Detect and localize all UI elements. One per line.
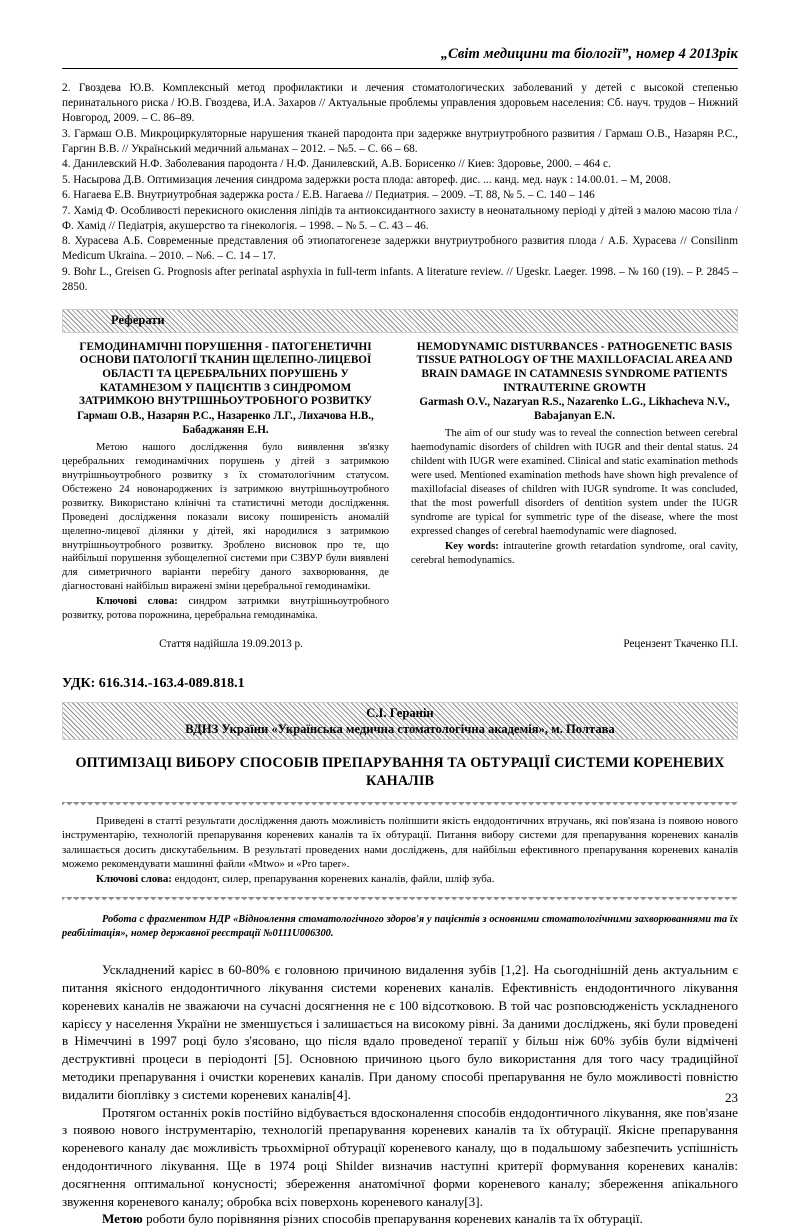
reference-item: 7. Хамід Ф. Особливості перекисного окислення ліпідів та антиоксидантного захисту в неонатальному періоді у дітей з малою масою тіла / Ф. Хамід // Педіатрія, акушерство та гінекологія. – 1998. – № 5. – С. 43 – 46. <box>62 204 738 232</box>
abstracts-section-banner <box>62 309 738 333</box>
article-affiliation: ВДНЗ України «Українська медична стоматологічна академія», м. Полтава <box>185 722 615 737</box>
article-keywords-label: Ключові слова: <box>96 872 172 885</box>
ndr-note-text: Робота с фрагментом НДР «Відновлення стоматологічного здоров'я у пацієнтів з основними стоматологічними захворюваннями та їх реабілітація», номер державної реєстрації №0111U006300. <box>62 914 738 940</box>
body-paragraph: Ускладнений карієс в 60-80% є головною причиною видалення зубів [1,2]. На сьогоднішній день актуальним є питання якісного ендодонтичного лікування системи кореневих каналів. Ефективність ендодонтичного лікування кореневих каналів не зважаючи на сучасні досягнення не є 100 відсотковою. В той час розповсюдженість ускладненого карієсу у населення України не зменшується і залишається на високому рівні. За даними досліджень, які були проведені в Німеччині в 1997 році було з'ясовано, що після вдало проведеної терапії у більш ніж 60% зубів були відмічені деструктивні процеси в періодонті [5]. Основною причиною цього було використання для того часу традиційної методики препарування і очистки кореневих каналів. При даному способі препарування не було можливості повністю видалити біоплівку з системи кореневих каналів[4]. <box>62 962 738 1102</box>
abstract-uk-authors: Гармаш О.В., Назарян Р.С., Назаренко Л.Г., Лихачова Н.В., Бабаджанян Е.Н. <box>77 410 374 436</box>
reference-item: 6. Нагаева Е.В. Внутриутробная задержка роста / Е.В. Нагаева // Педиатрия. – 2009. –Т. 88, № 5. – С. 140 – 146 <box>62 189 595 202</box>
abstract-columns <box>62 341 738 624</box>
reference-item: 3. Гармаш О.В. Микроциркуляторные нарушения тканей пародонта при задержке внутриутробного развития / Гармаш О.В., Назарян Р.С., Гаргин В.В. // Український медичний альманах – 2012. – №5. – С. 66 – 68. <box>62 127 738 155</box>
article-title: ОПТИМІЗАЦІ ВИБОРУ СПОСОБІВ ПРЕПАРУВАННЯ ТА ОБТУРАЦІЇ СИСТЕМИ КОРЕНЕВИХ КАНАЛІВ <box>75 755 725 790</box>
article-summary <box>62 814 738 887</box>
abstract-english <box>411 341 738 624</box>
reference-item: 5. Насырова Д.В. Оптимизация лечения синдрома задержки роста плода: автореф. дис. ... канд. мед. наук : 14.00.01. – М, 2008. <box>62 173 671 186</box>
reference-list <box>62 81 738 295</box>
reference-item: 2. Гвоздева Ю.В. Комплексный метод профилактики и лечения стоматологических заболеваний у детей с высокой степенью перинатального риска / Ю.В. Гвоздева, И.А. Захаров // Актуальные проблемы управления здоровьем населения: Сб. науч. трудов – Нижний Новгород, 2009. – С. 86–89. <box>62 82 738 125</box>
abstract-uk-keywords-label: Ключові слова: <box>96 596 178 608</box>
abstract-uk-title: ГЕМОДИНАМІЧНІ ПОРУШЕННЯ - ПАТОГЕНЕТИЧНІ ОСНОВИ ПАТОЛОГІЇ ТКАНИН ЩЕЛЕПНО-ЛИЦЕВОЇ ОБЛАСТІ ТА ЦЕРЕБРАЛЬНИХ ПОРУШЕНЬ У КАТАМНЕЗОМ У ПАЦІЄНТІВ З СИНДРОМОМ ЗАТРИМКОЮ ВНУТРІШНЬОУТРОБНОГО РОЗВИТКУ <box>78 340 373 408</box>
body-paragraph-goal <box>62 1210 738 1228</box>
abstract-en-keywords <box>411 540 738 568</box>
reference-item: 8. Хурасева А.Б. Современные представления об этиопатогенезе задержки внутриутробного развития плода / А.Б. Хурасева // Consilinm Medicum Ukraina. – 2010. – №6. – С. 14 – 17. <box>62 235 738 263</box>
running-header: „Світ медицини та біології”, номер 4 2013рік <box>440 46 738 62</box>
abstract-en-keywords-label: Key words: <box>445 540 499 552</box>
ndr-note <box>62 913 738 941</box>
reference-item: 9. Bohr L., Greisen G. Prognosis after perinatal asphyxia in full-term infants. A literature review. // Ugeskr. Laeger. 1998. – № 160 (19). – P. 2845 – 2850. <box>62 265 738 293</box>
abstract-uk-body: Метою нашого дослідження було виявлення зв'язку церебральних гемодинамічних порушень у дітей з затримкою внутрішньоутробного розвитку з їх стоматологічним статусом. Обстежено 24 новонароджених із затримкою внутрішньоутробного розвитку. Використано клінічні та статистичні методи дослідження. Проведені дослідження показали високу поширеність аномалій щелепно-лицевої ділянки у дітей, які народилися з затримкою внутрішньоутробного розвитку. Зроблено висновок про те, що найбільші порушення зубощелепної системи при СЗВУР були виявлені для симетричного варіанти перебігу даного захворювання, де діагностовані найбільш виражені зміни церебральної гемодинаміки. <box>62 441 389 593</box>
abstract-en-keywords-text: intrauterine growth retardation syndrome, oral cavity, cerebral hemodynamics. <box>411 540 738 566</box>
page-number: 23 <box>725 1090 738 1105</box>
header-rule <box>62 68 738 69</box>
article-summary-keywords <box>62 872 738 887</box>
abstract-uk-keywords <box>62 595 389 623</box>
zigzag-divider-top <box>62 802 738 809</box>
submission-row <box>62 638 738 650</box>
submission-reviewer: Рецензент Ткаченко П.І. <box>623 638 738 651</box>
goal-label: Метою <box>102 1211 143 1227</box>
zigzag-divider-bottom <box>62 897 738 904</box>
abstract-uk-keywords-text: синдром затримки внутрішньоутробного розвитку, ротова порожнина, церебральна гемодинаміка. <box>62 596 389 622</box>
abstracts-banner-label: Реферати <box>111 313 165 328</box>
article-author-name: С.І. Геранін <box>366 705 434 720</box>
abstract-en-title: HEMODYNAMIC DISTURBANCES - PATHOGENETIC BASIS TISSUE PATHOLOGY OF THE MAXILLOFACIAL AREA AND BRAIN DAMAGE IN CATAMNESIS SYNDROME PATIENTS INTRAUTERINE GROWTH <box>416 340 733 394</box>
udc-code: УДК: 616.314.-163.4-089.818.1 <box>62 676 245 692</box>
article-author-banner <box>62 702 738 740</box>
abstract-ukrainian <box>62 341 389 624</box>
body-paragraph: Протягом останніх років постійно відбувається вдосконалення способів ендодонтичного лікування, яке пов'язане з появою нового інструментарію, технологій препарування кореневих каналів та їх обтурації. Якісне препарування кореневого каналу дає можливість трьохмірної обтурації кореневого каналу, що в подальшому забезпечить успішність ендодонтичного лікування. Ще в 1974 році Shilder визначив наступні критерії формування кореневих каналів: досягнення оптимальної конусності; збереження анатомічної форми кореневого каналу; збереження апікального звуження кореневого каналу; обробка всіх поверхонь кореневого каналу[3]. <box>62 1104 738 1209</box>
reference-item: 4. Данилевский Н.Ф. Заболевания пародонта / Н.Ф. Данилевский, А.В. Борисенко // Киев: Здоровье, 2000. – 464 с. <box>62 158 611 171</box>
article-keywords-text: ендодонт, силер, препарування кореневих каналів, файли, шліф зуба. <box>174 872 495 885</box>
abstract-en-authors: Garmash O.V., Nazaryan R.S., Nazarenko L.G., Likhacheva N.V., Babajanyan E.N. <box>419 396 730 423</box>
goal-text: роботи було порівняння різних способів препарування кореневих каналів та їх обтурації. <box>142 1211 643 1227</box>
abstract-en-body: The aim of our study was to reveal the connection between cerebral haemodynamic disorders of children with IUGR and their dental status. 24 childent with IUGR were examined. Clinical and static examination methods were used. Mentioned examination methods have shown high prevalence of maxillofacial diseases of children with IUGR syndrome. It was concluded, that the most powerfull disorders of dentition system under the IUGR syndrome are typical for symmetric type of the disease, where the most expressed changes of cerebral haemodynamic were diagnosed. <box>411 428 738 537</box>
article-body <box>62 961 738 1228</box>
article-summary-text: Приведені в статті результати дослідження дають можливість поліпшити якість ендодонтичних втручань, які пов'язана із появою нового інструментарію, технологій препарування кореневих каналів та їх обтурації. Питання вибору системи для препарування кореневих каналів залишається досить дискутабельним. В результаті проведених нами досліджень, для найбільш ефективного препарування кореневих каналів можемо рекомендувати машинні файли «Mtwo» и «Pro taper». <box>62 814 738 871</box>
submission-received: Стаття надійшла 19.09.2013 р. <box>159 638 303 651</box>
